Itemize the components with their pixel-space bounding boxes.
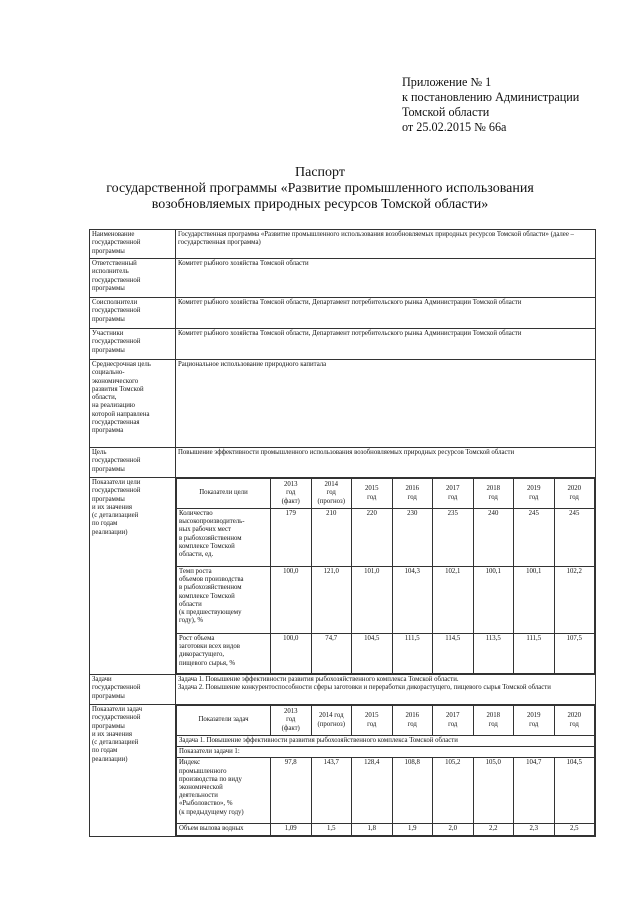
- row-label: Участники государственной программы: [90, 329, 176, 360]
- indicator-value: 74,7: [311, 634, 352, 674]
- indicator-name: Индекс промышленного производства по виду экономической деятельности «Рыболовство», % (к предыдущему году): [177, 758, 271, 824]
- column-header-year: 2017 год: [433, 706, 474, 736]
- header-line-4: от 25.02.2015 № 66а: [402, 120, 507, 134]
- indicator-value: 113,5: [473, 634, 514, 674]
- row-value: Задача 1. Повышение эффективности развития рыбохозяйственного комплекса Томской области. Задача 2. Повышение конкурентоспособности сферы заготовки и переработки дикорастущего, пищевого сырья Томской области: [176, 675, 596, 705]
- indicator-value: 105,0: [473, 758, 514, 824]
- indicator-value: 245: [554, 509, 595, 567]
- indicator-value: 1,9: [392, 824, 433, 835]
- row-label: Цель государственной программы: [90, 448, 176, 478]
- indicator-value: 107,5: [554, 634, 595, 674]
- table-row: [177, 824, 595, 835]
- indicator-value: 210: [311, 509, 352, 567]
- indicator-value: 230: [392, 509, 433, 567]
- row-value: Комитет рыбного хозяйства Томской области, Департамент потребительского рынка Администрации Томской области: [176, 329, 596, 360]
- indicator-value: 245: [514, 509, 555, 567]
- table-row: [177, 567, 595, 634]
- column-header-year: 2018 год: [473, 706, 514, 736]
- indicator-value: 121,0: [311, 567, 352, 634]
- indicator-value: 2,5: [554, 824, 595, 835]
- indicator-value: 179: [271, 509, 312, 567]
- passport-table: [89, 229, 596, 837]
- passport-row-midterm-goal: [90, 360, 596, 448]
- indicator-value: 128,4: [352, 758, 393, 824]
- task1-title: Задача 1. Повышение эффективности развития рыбохозяйственного комплекса Томской области: [177, 736, 595, 747]
- indicator-name: Количество высокопроизводитель- ных рабочих мест в рыбохозяйственном комплексе Томской области, ед.: [177, 509, 271, 567]
- indicator-value: 100,0: [271, 634, 312, 674]
- indicator-value: 111,5: [514, 634, 555, 674]
- passport-row-tasks: [90, 675, 596, 705]
- indicator-value: 1,8: [352, 824, 393, 835]
- passport-row-responsible: [90, 259, 596, 298]
- column-header-year: 2016 год: [392, 706, 433, 736]
- indicator-value: 104,3: [392, 567, 433, 634]
- title-line-1: Паспорт: [295, 165, 345, 180]
- task1-subtitle-row: [177, 747, 595, 758]
- column-header-year: 2019 год: [514, 479, 555, 509]
- indicator-value: 1,09: [271, 824, 312, 835]
- column-header-year: 2020 год: [554, 706, 595, 736]
- column-header: Показатели цели: [177, 479, 271, 509]
- indicator-value: 104,7: [514, 758, 555, 824]
- indicator-value: 235: [433, 509, 474, 567]
- indicator-value: 100,0: [271, 567, 312, 634]
- row-label: Ответственный исполнитель государственной программы: [90, 259, 176, 298]
- indicator-name: Рост объема заготовки всех видов дикорастущего, пищевого сырья, %: [177, 634, 271, 674]
- indicator-value: 102,2: [554, 567, 595, 634]
- column-header-year: 2020 год: [554, 479, 595, 509]
- indicator-value: 108,8: [392, 758, 433, 824]
- goal-indicators-cell: [176, 478, 596, 675]
- title-line-3: возобновляемых природных ресурсов Томской области»: [151, 197, 489, 212]
- indicator-value: 111,5: [392, 634, 433, 674]
- row-label: Наименование государственной программы: [90, 230, 176, 259]
- column-header-year: 2015 год: [352, 479, 393, 509]
- row-label: Показатели цели государственной программы и их значения (с детализацией по годам реализации): [90, 478, 176, 675]
- passport-row-goal: [90, 448, 596, 478]
- indicator-value: 97,8: [271, 758, 312, 824]
- row-label: Задачи государственной программы: [90, 675, 176, 705]
- passport-row-goal-indicators: [90, 478, 596, 675]
- column-header-year: 2019 год: [514, 706, 555, 736]
- indicator-value: 101,0: [352, 567, 393, 634]
- row-label: Среднесрочная цель социально- экономического развития Томской области, на реализацию которой направлена государственная программа: [90, 360, 176, 448]
- column-header: Показатели задач: [177, 706, 271, 736]
- task1-subtitle: Показатели задачи 1:: [177, 747, 595, 758]
- task1-title-row: [177, 736, 595, 747]
- indicator-value: 2,2: [473, 824, 514, 835]
- row-label: Соисполнители государственной программы: [90, 298, 176, 329]
- indicator-value: 143,7: [311, 758, 352, 824]
- row-label: Показатели задач государственной программы и их значения (с детализацией по годам реализации): [90, 705, 176, 837]
- goal-indicators-table: [176, 478, 595, 674]
- row-value: Рациональное использование природного капитала: [176, 360, 596, 448]
- indicator-value: 2,3: [514, 824, 555, 835]
- column-header-year: 2014 год (прогноз): [311, 479, 352, 509]
- column-header-year: 2018 год: [473, 479, 514, 509]
- indicator-value: 2,0: [433, 824, 474, 835]
- header-line-3: Томской области: [402, 105, 490, 119]
- column-header-year: 2013 год (факт): [271, 706, 312, 736]
- passport-row-name: [90, 230, 596, 259]
- passport-row-participants: [90, 329, 596, 360]
- table-row: [177, 758, 595, 824]
- indicator-name: Темп роста объемов производства в рыбохозяйственном комплексе Томской области (к предшествующему году), %: [177, 567, 271, 634]
- indicator-value: 102,1: [433, 567, 474, 634]
- row-value: Государственная программа «Развитие промышленного использования возобновляемых природных ресурсов Томской области» (далее – государственная программа): [176, 230, 596, 259]
- indicator-value: 105,2: [433, 758, 474, 824]
- document-header: [402, 75, 579, 135]
- row-value: Комитет рыбного хозяйства Томской области, Департамент потребительского рынка Администрации Томской области: [176, 298, 596, 329]
- indicator-value: 100,1: [473, 567, 514, 634]
- indicator-value: 104,5: [554, 758, 595, 824]
- column-header-year: 2016 год: [392, 479, 433, 509]
- row-value: Комитет рыбного хозяйства Томской области: [176, 259, 596, 298]
- passport-row-task-indicators: [90, 705, 596, 837]
- indicator-value: 100,1: [514, 567, 555, 634]
- indicator-value: 104,5: [352, 634, 393, 674]
- column-header-year: 2014 год (прогноз): [311, 706, 352, 736]
- column-header-year: 2015 год: [352, 706, 393, 736]
- header-line-1: Приложение № 1: [402, 75, 492, 89]
- task-indicators-cell: [176, 705, 596, 837]
- indicator-name: Объем вылова водных: [177, 824, 271, 835]
- indicator-value: 220: [352, 509, 393, 567]
- goal-indicators-header: [177, 479, 595, 509]
- row-value: Повышение эффективности промышленного использования возобновляемых природных ресурсов Томской области: [176, 448, 596, 478]
- indicator-value: 240: [473, 509, 514, 567]
- title-line-2: государственной программы «Развитие промышленного использования: [106, 181, 534, 196]
- table-row: [177, 634, 595, 674]
- task-indicators-table: [176, 705, 595, 836]
- table-row: [177, 509, 595, 567]
- column-header-year: 2017 год: [433, 479, 474, 509]
- header-line-2: к постановлению Администрации: [402, 90, 580, 104]
- column-header-year: 2013 год (факт): [271, 479, 312, 509]
- document-title: [0, 165, 640, 213]
- indicator-value: 114,5: [433, 634, 474, 674]
- indicator-value: 1,5: [311, 824, 352, 835]
- task-indicators-header: [177, 706, 595, 736]
- passport-row-coexecutors: [90, 298, 596, 329]
